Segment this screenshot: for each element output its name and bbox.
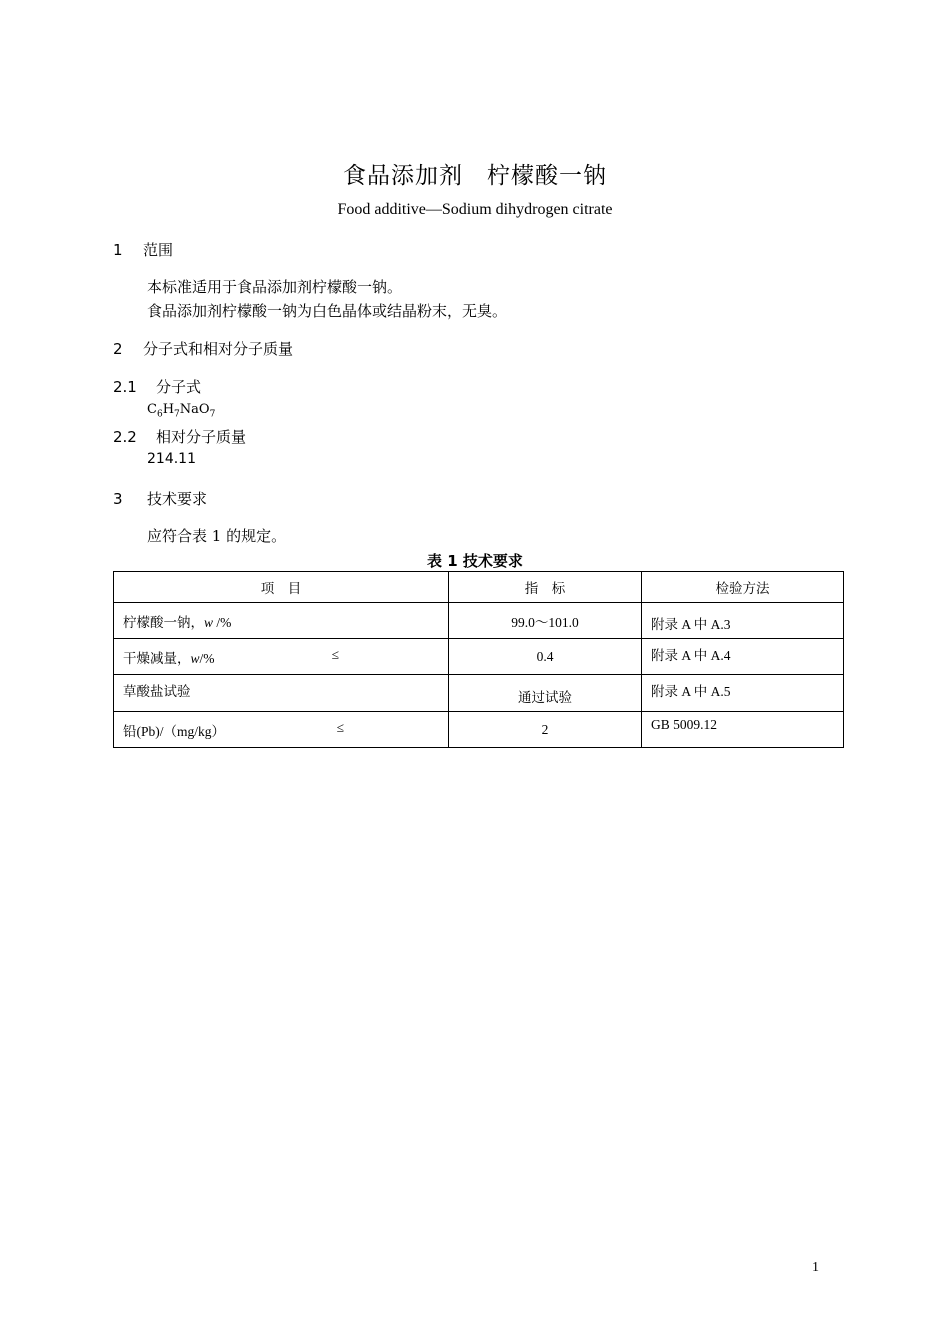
section-2-1-number: 2.1: [113, 378, 137, 396]
section-2-1-title: 分子式: [156, 378, 202, 396]
header-method: 检验方法: [642, 572, 844, 603]
section-2-2-number: 2.2: [113, 428, 137, 446]
row-value: 通过试验: [449, 675, 642, 712]
row-item: ≤ 干燥减量，w/%: [114, 639, 449, 675]
page-number: 1: [812, 1260, 819, 1275]
table-row: [114, 639, 844, 675]
row-value: 2: [449, 712, 642, 748]
table-row: [114, 675, 844, 712]
section-3-paragraph: 应符合表 1 的规定。: [147, 527, 287, 545]
requirements-table: [113, 571, 844, 748]
section-1-number: 1: [113, 241, 123, 259]
table-caption: 表 1 技术要求: [427, 552, 523, 570]
row-method: GB 5009.12: [642, 712, 844, 748]
section-2-2-heading: [113, 426, 246, 447]
table-row: [114, 603, 844, 639]
section-1-paragraph-1: 本标准适用于食品添加剂柠檬酸一钠。: [147, 278, 403, 296]
row-item: 柠檬酸一钠，w /%: [114, 603, 449, 639]
molecular-formula: $C_6H_7NaO_7$: [147, 402, 216, 420]
section-2-2-title: 相对分子质量: [156, 428, 247, 446]
section-2-number: 2: [113, 340, 123, 358]
molecular-mass: 214.11: [147, 451, 196, 467]
row-method: 附录 A 中 A.5: [642, 675, 844, 712]
table-row: [114, 712, 844, 748]
document-title: 食品添加剂 柠檬酸一钠: [343, 163, 607, 189]
row-method: 附录 A 中 A.4: [642, 639, 844, 675]
header-index: 指 标: [449, 572, 642, 603]
document-subtitle: Food additive—Sodium dihydrogen citrate: [337, 201, 613, 218]
section-3-number: 3: [113, 490, 123, 508]
header-item: 项 目: [114, 572, 449, 603]
section-3-title: 技术要求: [147, 490, 208, 508]
section-2-1-heading: [113, 376, 201, 397]
row-value: 99.0～101.0: [449, 603, 642, 639]
table-header-row: [114, 572, 844, 603]
row-item: 草酸盐试验: [114, 675, 449, 712]
section-2-title: 分子式和相对分子质量: [143, 340, 294, 358]
section-1-paragraph-2: 食品添加剂柠檬酸一钠为白色晶体或结晶粉末，无臭。: [147, 302, 508, 320]
section-1-heading: [113, 239, 173, 260]
row-method: 附录 A 中 A.3: [642, 603, 844, 639]
row-value: 0.4: [449, 639, 642, 675]
row-item: ≤ 铅(Pb)/（mg/kg）: [114, 712, 449, 748]
section-2-heading: [113, 338, 293, 359]
section-1-title: 范围: [143, 241, 174, 259]
section-3-heading: [113, 488, 207, 509]
